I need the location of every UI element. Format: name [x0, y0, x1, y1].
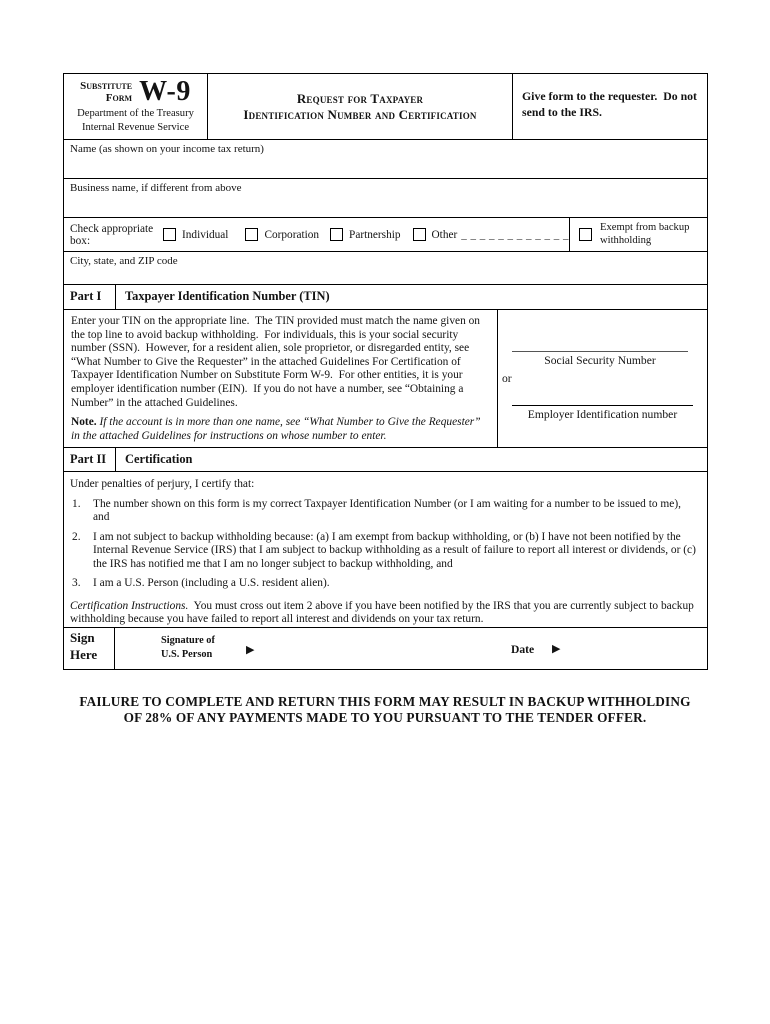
tin-instructions [64, 310, 498, 447]
signature-area [115, 628, 707, 669]
part1-title: Taxpayer Identification Number (TIN) [125, 289, 330, 303]
date-input-area[interactable] [570, 636, 690, 662]
exempt-checkbox[interactable] [579, 228, 592, 241]
city-field-label: City, state, and ZIP code [70, 255, 178, 267]
substitute-form-label: Substitute Form [80, 79, 133, 104]
date-label: Date [511, 643, 535, 656]
treasury-dept-label: Department of the Treasury Internal Revenue Service [77, 108, 194, 133]
individual-option [163, 228, 228, 241]
tin-note [71, 416, 489, 443]
form-title-line1: Request for Taxpayer [296, 91, 424, 106]
warning-line1: FAILURE TO COMPLETE AND RETURN THIS FORM MAY RESULT IN BACKUP WITHHOLDING [79, 694, 691, 709]
part1-header [64, 285, 707, 310]
certification-instructions-text: You must cross out item 2 above if you have been notified by the IRS that you are currently subject to backup withholding because you have failed to report all interest and dividends on your tax return. [70, 599, 697, 625]
item-text: I am not subject to backup withholding because: (a) I am exempt from backup withholding, or (b) I have not been notified by the Internal Revenue Service (IRS) that I am subject to backup withholding as a result of failure to report all interest or dividends, or (c) the IRS has notified me that I am no longer subject to backup withholding, and [93, 530, 699, 570]
other-option [413, 228, 458, 241]
tin-note-text: If the account is in more than one name, see “What Number to Give the Requester” in the attached Guidelines for instructions on whose number to enter. [71, 416, 481, 442]
signature-of-label: Signature of U.S. Person [161, 635, 215, 660]
ssn-input-line[interactable] [512, 351, 688, 352]
other-fill-line[interactable]: _ _ _ _ _ _ _ _ _ _ _ _ [461, 228, 569, 241]
form-title-cell [208, 74, 513, 139]
corporation-option [245, 228, 319, 241]
individual-checkbox[interactable] [163, 228, 176, 241]
item-text: The number shown on this form is my correct Taxpayer Identification Number (or I am waiting for a number to be issued to me), and [93, 497, 684, 523]
exempt-label: Exempt from backup withholding [600, 222, 690, 246]
corporation-label: Corporation [264, 228, 320, 241]
business-name-field-label: Business name, if different from above [70, 182, 242, 194]
form-title-line2: Identification Number and Certification [243, 106, 477, 122]
ein-label: Employer Identification number [527, 408, 678, 421]
check-box-row-label: Check appropriate box: [70, 222, 154, 247]
signature-input-area[interactable] [265, 636, 495, 662]
other-label: Other [431, 228, 458, 241]
ssn-label: Social Security Number [544, 354, 656, 367]
part2-title: Certification [125, 452, 193, 466]
form-number: W-9 [139, 76, 191, 107]
item-number: 1. [72, 497, 81, 510]
item-text: I am a U.S. Person (including a U.S. resident alien). [93, 577, 330, 589]
warning-line2: OF 28% OF ANY PAYMENTS MADE TO YOU PURSUANT TO THE TENDER OFFER. [123, 709, 647, 725]
partnership-option [330, 228, 400, 241]
certification-item [70, 577, 699, 591]
entity-type-row [64, 218, 707, 252]
corporation-checkbox[interactable] [245, 228, 258, 241]
sign-here-row [64, 628, 707, 669]
certification-instructions [70, 600, 699, 627]
entity-type-options [64, 218, 569, 251]
tin-entry-cell [498, 310, 707, 447]
ein-input-line[interactable] [512, 405, 693, 406]
part2-header [64, 448, 707, 472]
tin-note-label: Note. [71, 416, 97, 429]
partnership-checkbox[interactable] [330, 228, 343, 241]
business-name-field-row[interactable] [64, 179, 707, 218]
city-field-row[interactable] [64, 252, 707, 285]
name-field-row[interactable] [64, 140, 707, 179]
signature-arrow-icon: ▶ [246, 644, 255, 656]
w9-form [63, 73, 708, 670]
part1-label: Part I [64, 285, 116, 309]
backup-withholding-warning [0, 694, 770, 725]
part2-label: Part II [64, 448, 116, 471]
form-id-cell [64, 74, 208, 139]
item-number: 2. [72, 530, 81, 543]
tin-section [64, 310, 707, 448]
certification-intro: Under penalties of perjury, I certify that: [70, 478, 255, 490]
individual-label: Individual [182, 228, 229, 241]
item-number: 3. [72, 577, 81, 589]
sign-here-label: Sign Here [64, 628, 115, 669]
tin-body-text: Enter your TIN on the appropriate line. The TIN provided must match the name given on the top line to avoid backup withholding. For individuals, this is your social security number (SSN). However, for a resident alien, sole proprietor, or disregarded entity, see “What Number to Give the Requester” in the attached Guidelines For Certification of Taxpayer Identification Number on Substitute Form W-9. For other entities, it is your employer identification number (EIN). If you do not have a number, see “Obtaining a Number” in the attached Guidelines. [71, 315, 483, 409]
certification-item [70, 498, 699, 525]
certification-instructions-label: Certification Instructions. [70, 599, 189, 612]
form-header [64, 74, 707, 140]
name-field-label: Name (as shown on your income tax return) [70, 143, 264, 155]
certification-item [70, 531, 699, 572]
requester-note: Give form to the requester. Do not send to the IRS. [522, 89, 700, 119]
exempt-option [569, 218, 707, 251]
date-arrow-icon: ▶ [552, 643, 561, 655]
other-checkbox[interactable] [413, 228, 426, 241]
partnership-label: Partnership [349, 228, 401, 241]
or-label: or [502, 372, 512, 385]
certification-section [64, 472, 707, 628]
